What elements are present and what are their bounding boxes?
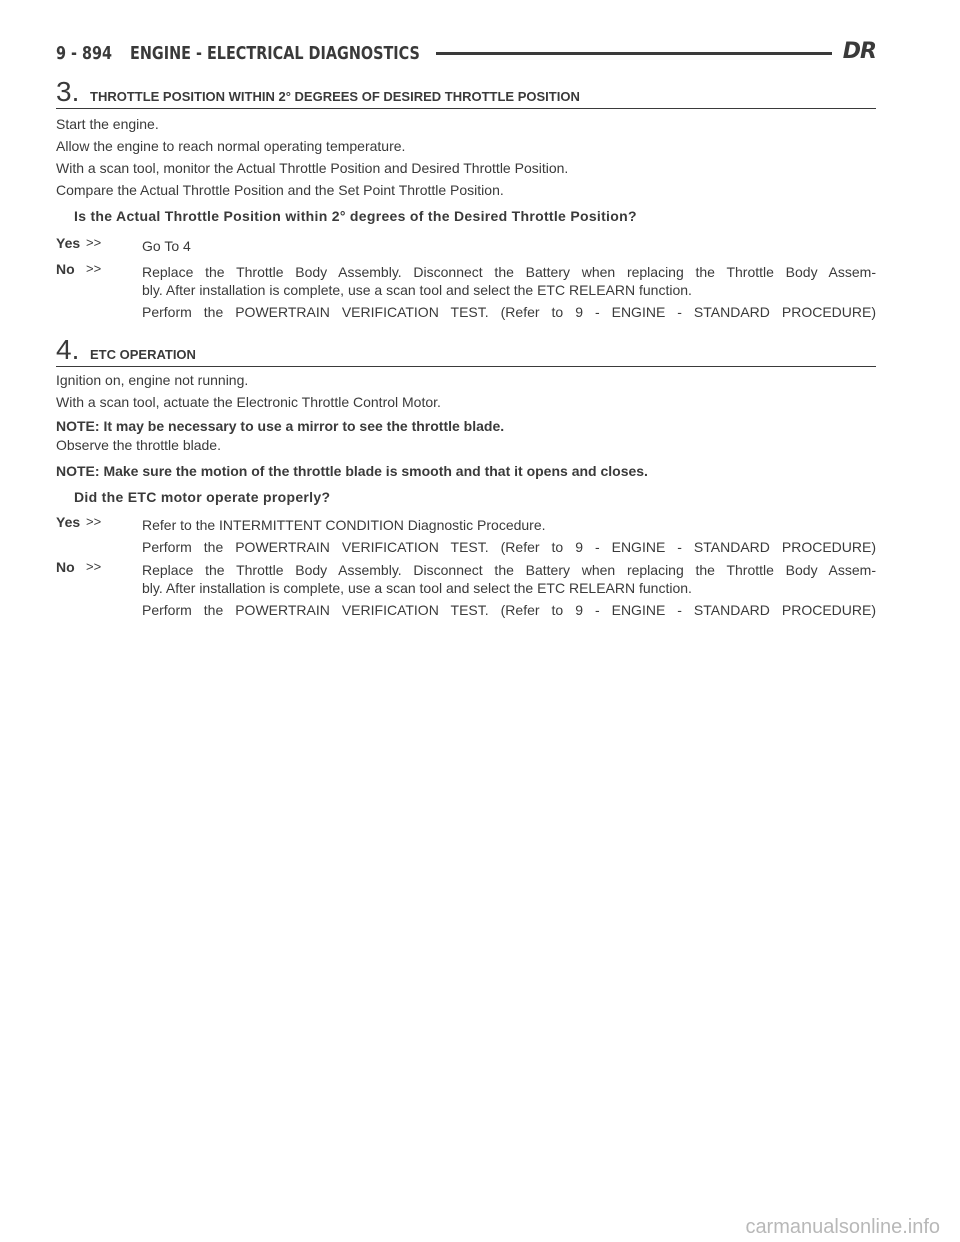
instruction: With a scan tool, monitor the Actual Throttle Position and Desired Throttle Position.	[56, 160, 569, 176]
instruction: With a scan tool, actuate the Electronic Throttle Control Motor.	[56, 394, 441, 410]
step-3-heading	[56, 76, 876, 109]
note: NOTE: It may be necessary to use a mirror to see the throttle blade.	[56, 418, 505, 434]
arrow-icon: >>	[86, 235, 102, 250]
answer-label: No	[56, 261, 75, 277]
instruction: Observe the throttle blade.	[56, 437, 221, 453]
instruction: Start the engine.	[56, 116, 159, 132]
step-title: THROTTLE POSITION WITHIN 2° DEGREES OF DESIRED THROTTLE POSITION	[90, 89, 580, 104]
answer-text: bly. After installation is complete, use a scan tool and select the ETC RELEARN function.	[142, 580, 692, 596]
page-header	[56, 38, 876, 68]
answer-text: Perform the POWERTRAIN VERIFICATION TEST. (Refer to 9 - ENGINE - STANDARD PROCEDURE)	[142, 539, 876, 555]
answer-text: Perform the POWERTRAIN VERIFICATION TEST. (Refer to 9 - ENGINE - STANDARD PROCEDURE)	[142, 602, 876, 618]
arrow-icon: >>	[86, 261, 102, 276]
answer-label: No	[56, 559, 75, 575]
section-title: ENGINE - ELECTRICAL DIAGNOSTICS	[130, 42, 420, 64]
step-title: ETC OPERATION	[90, 347, 196, 362]
watermark: carmanualsonline.info	[745, 1216, 940, 1238]
answer-text: Replace the Throttle Body Assembly. Disconnect the Battery when replacing the Throttle Body Assem-	[142, 264, 876, 280]
step-question: Is the Actual Throttle Position within 2° degrees of the Desired Throttle Position?	[74, 208, 637, 224]
model-code-logo: DR	[842, 39, 876, 64]
answer-text: Replace the Throttle Body Assembly. Disconnect the Battery when replacing the Throttle Body Assem-	[142, 562, 876, 578]
manual-page	[56, 0, 876, 1242]
answer-label: Yes	[56, 235, 81, 251]
instruction: Compare the Actual Throttle Position and the Set Point Throttle Position.	[56, 182, 504, 198]
step-number: 4.	[56, 334, 80, 365]
instruction: Ignition on, engine not running.	[56, 372, 249, 388]
step-4-heading	[56, 334, 876, 367]
instruction: Allow the engine to reach normal operating temperature.	[56, 138, 406, 154]
note: NOTE: Make sure the motion of the throttle blade is smooth and that it opens and closes.	[56, 463, 648, 479]
arrow-icon: >>	[86, 559, 102, 574]
answer-text: bly. After installation is complete, use a scan tool and select the ETC RELEARN function.	[142, 282, 692, 298]
answer-text: Perform the POWERTRAIN VERIFICATION TEST. (Refer to 9 - ENGINE - STANDARD PROCEDURE)	[142, 304, 876, 320]
step-number: 3.	[56, 76, 80, 107]
arrow-icon: >>	[86, 514, 102, 529]
answer-label: Yes	[56, 514, 81, 530]
header-rule	[436, 52, 832, 55]
answer-text: Refer to the INTERMITTENT CONDITION Diagnostic Procedure.	[142, 517, 546, 533]
page-number: 9 - 894	[56, 42, 113, 64]
step-question: Did the ETC motor operate properly?	[74, 489, 331, 505]
answer-text: Go To 4	[142, 238, 191, 254]
